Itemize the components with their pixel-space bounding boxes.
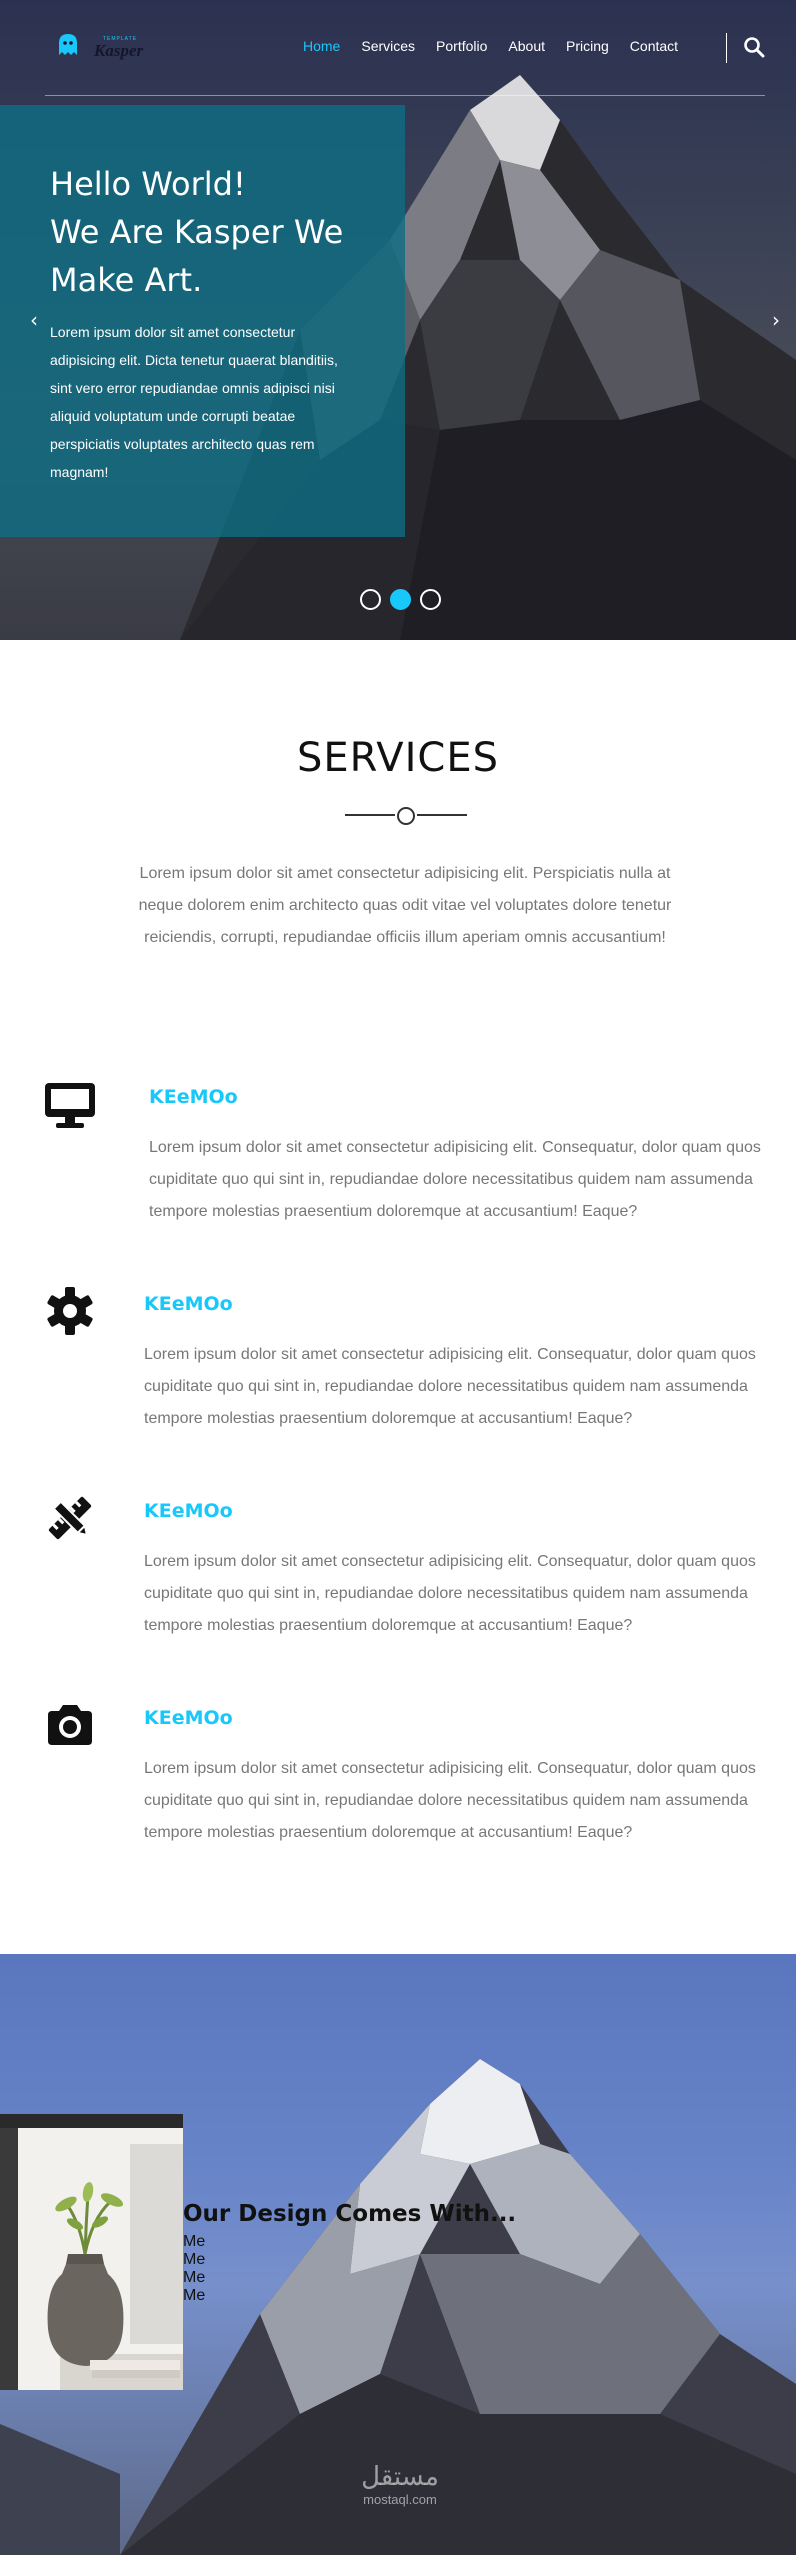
design-list-item: Me xyxy=(183,2251,206,2268)
service-item xyxy=(0,1492,796,1632)
service-text: Lorem ipsum dolor sit amet consectetur adipisicing elit. Consequatur, dolor quam quos cupiditate quo qui sint in, repudiandae dolore necessitatibus quidem nam assumenda tempore molestias praesentium doloremque at accusantium! Eaque? xyxy=(144,1553,756,1634)
hero-title-line: Hello World! xyxy=(50,165,246,203)
slider-dot[interactable] xyxy=(420,589,441,610)
nav-link-pricing[interactable]: Pricing xyxy=(566,38,609,54)
design-list-item: Me xyxy=(183,2287,206,2304)
logo-name: Kasper xyxy=(94,41,144,60)
gear-icon xyxy=(44,1285,96,1337)
services-title: SERVICES xyxy=(296,735,500,781)
service-text: Lorem ipsum dolor sit amet consectetur adipisicing elit. Consequatur, dolor quam quos cupiditate quo qui sint in, repudiandae dolore necessitatibus quidem nam assumenda tempore molestias praesentium doloremque at accusantium! Eaque? xyxy=(144,1346,756,1427)
nav-link-services[interactable]: Services xyxy=(361,38,416,54)
service-text: Lorem ipsum dolor sit amet consectetur adipisicing elit. Consequatur, dolor quam quos cupiditate quo qui sint in, repudiandae dolore necessitatibus quidem nam assumenda tempore molestias praesentium doloremque at accusantium! Eaque? xyxy=(144,1760,756,1841)
slider-dot[interactable] xyxy=(390,589,411,610)
slider-prev-arrow-icon[interactable]: ‹ xyxy=(30,308,38,332)
design-list xyxy=(183,2233,205,2305)
service-title: KEeMOo xyxy=(144,1500,233,1522)
desktop-icon xyxy=(44,1078,96,1130)
service-item xyxy=(0,1078,796,1218)
nav-link-portfolio[interactable]: Portfolio xyxy=(436,38,488,54)
watermark-url: mostaql.com xyxy=(363,2492,437,2507)
slider-dots xyxy=(360,589,441,610)
title-divider xyxy=(345,807,467,823)
service-title: KEeMOo xyxy=(144,1293,233,1315)
hero-title xyxy=(50,160,380,304)
design-list-item: Me xyxy=(183,2233,206,2250)
logo-tagline: TEMPLATE xyxy=(103,36,138,42)
nav-links xyxy=(303,38,699,54)
slider-dot[interactable] xyxy=(360,589,381,610)
ghost-logo-icon xyxy=(57,33,79,57)
service-title: KEeMOo xyxy=(144,1707,233,1729)
camera-icon xyxy=(44,1699,96,1751)
design-title: Our Design Comes With... xyxy=(183,2201,517,2227)
logo[interactable] xyxy=(57,30,147,64)
vase-photo xyxy=(0,2114,183,2390)
service-title: KEeMOo xyxy=(149,1086,238,1108)
hero-section xyxy=(0,0,796,640)
nav-separator xyxy=(726,33,727,63)
nav-link-contact[interactable]: Contact xyxy=(629,38,679,54)
watermark xyxy=(350,2462,450,2507)
navbar xyxy=(45,0,765,96)
services-intro: Lorem ipsum dolor sit amet consectetur adipisicing elit. Perspiciatis nulla at neque dolorem enim architecto quas odit vitae vel voluptates dolore tenetur reiciendis, corrupti, repudiandae officiis illum aperiam omnis accusantium! xyxy=(138,865,672,946)
slider-next-arrow-icon[interactable]: › xyxy=(772,308,780,332)
hero-description: Lorem ipsum dolor sit amet consectetur adipisicing elit. Dicta tenetur quaerat blanditiis, sint vero error repudiandae omnis adipisci nisi aliquid voluptatum unde corrupti beatae perspiciatis voluptates architecto quas rem magnam! xyxy=(50,324,338,480)
pencil-ruler-icon xyxy=(44,1492,96,1544)
hero-title-line: Make Art. xyxy=(50,261,203,299)
nav-link-home[interactable]: Home xyxy=(303,38,341,54)
search-icon[interactable] xyxy=(743,36,765,58)
service-item xyxy=(0,1699,796,1839)
service-text: Lorem ipsum dolor sit amet consectetur adipisicing elit. Consequatur, dolor quam quos cupiditate quo qui sint in, repudiandae dolore necessitatibus quidem nam assumenda tempore molestias praesentium doloremque at accusantium! Eaque? xyxy=(149,1139,761,1220)
design-list-item: Me xyxy=(183,2269,206,2286)
nav-link-about[interactable]: About xyxy=(508,38,545,54)
watermark-logo: مستقل xyxy=(361,2462,439,2492)
hero-title-line: We Are Kasper We xyxy=(50,213,344,251)
service-item xyxy=(0,1285,796,1425)
